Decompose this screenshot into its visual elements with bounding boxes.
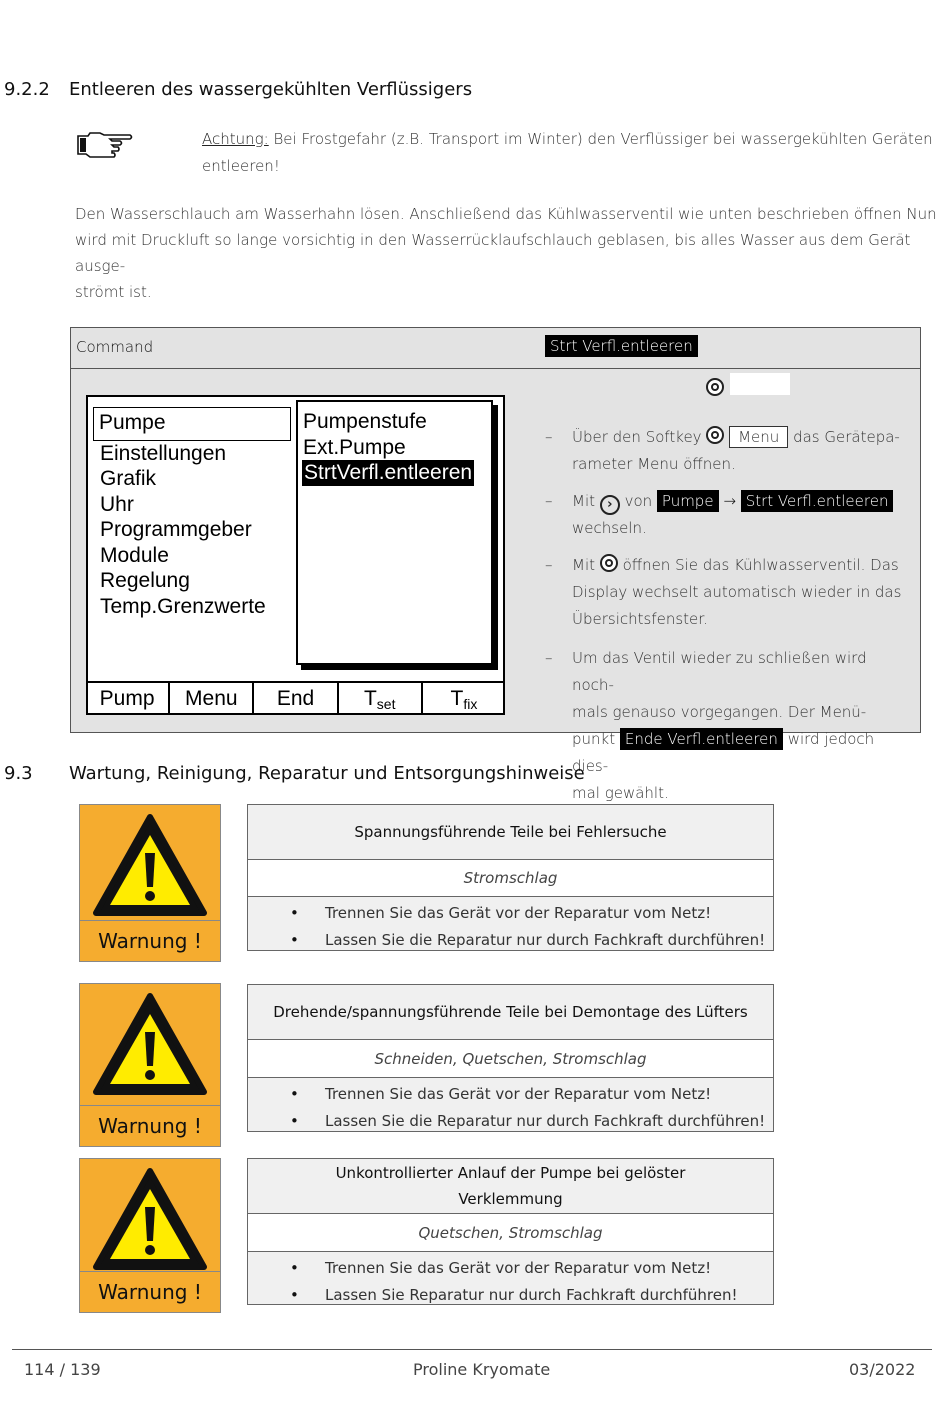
menu-item-grafik[interactable]: Grafik (100, 467, 157, 490)
measure-item: • Trennen Sie das Gerät vor der Reparatur vom Netz! (248, 1256, 773, 1283)
footer-divider (12, 1349, 932, 1350)
softkey-menu[interactable]: Menu (170, 683, 254, 715)
warning-sign-label: Warnung ! (80, 920, 220, 961)
menu-item-to: Strt Verfl.entleeren (741, 490, 894, 512)
para-line: strömt ist. (75, 283, 152, 301)
step-text: mals genauso vorgegangen. Der Menü- (572, 703, 867, 721)
softkey-tset[interactable] (339, 683, 423, 715)
step-dash: – (545, 428, 553, 446)
menu-item-from: Pumpe (657, 490, 719, 512)
warning-table (247, 984, 774, 1132)
menu-item-end: Ende Verfl.entleeren (620, 728, 783, 750)
note-text-line1: Bei Frostgefahr (z.B. Transport im Winter) den Verflüssiger bei wassergekühlten Geräten (273, 130, 933, 148)
step-text: Um das Ventil wieder zu schließen wird noch- (572, 649, 867, 694)
display-menu-list (100, 410, 266, 619)
step-text: wechseln. (572, 519, 647, 537)
para-line: wird mit Druckluft so lange vorsichtig in den Wasserrücklaufschlauch geblasen, bis alles Wasser aus dem Gerät ausge- (75, 231, 911, 275)
warning-measures (248, 897, 773, 950)
softkey-tfix[interactable] (423, 683, 505, 715)
pointing-hand-icon (76, 128, 134, 160)
menu-item-pumpe[interactable]: Pumpe (99, 411, 166, 434)
warning-title-line2: Verklemmung (458, 1190, 563, 1208)
softkey-blank-box (730, 373, 790, 395)
warning-sign (79, 804, 221, 962)
softkey-end[interactable]: End (254, 683, 338, 715)
command-label: Command (76, 338, 154, 356)
warning-title: Drehende/spannungsführende Teile bei Demontage des Lüfters (248, 985, 773, 1040)
submenu-item-strtverfl-entleeren[interactable]: StrtVerfl.entleeren (304, 461, 473, 484)
turn-knob-icon: › (600, 495, 620, 515)
step-3 (545, 552, 910, 633)
step-text: Display wechselt automatisch wieder in das (572, 583, 902, 601)
step-dash: – (545, 649, 553, 667)
softkey-bar (86, 681, 505, 715)
step-text: das Gerätepa- (793, 428, 900, 446)
knob-icon (600, 554, 618, 572)
section-number: 9.3 (4, 763, 33, 784)
softkey-tset-sub: set (376, 696, 396, 712)
measure-item: • Lassen Sie Reparatur nur durch Fachkraft durchführen! (248, 1283, 773, 1310)
warning-table (247, 1158, 774, 1305)
warning-title: Spannungsführende Teile bei Fehlersuche (248, 805, 773, 860)
warning-hazard: Quetschen, Stromschlag (248, 1214, 773, 1252)
warning-measures (248, 1078, 773, 1131)
measure-item: • Trennen Sie das Gerät vor der Reparatur vom Netz! (248, 1082, 773, 1109)
softkey-tset-main: T (363, 687, 377, 710)
warning-triangle-icon (92, 813, 208, 919)
menu-item-regelung[interactable]: Regelung (100, 569, 190, 592)
warning-sign (79, 1158, 221, 1313)
step-2 (545, 488, 910, 542)
section-title: Wartung, Reinigung, Reparatur und Entsorgungshinweise (69, 763, 585, 784)
step-dash: – (545, 492, 553, 510)
arrow-icon: → (723, 492, 736, 510)
menu-item-module[interactable]: Module (100, 543, 169, 567)
step-text: Mit (572, 492, 595, 510)
knob-icon (706, 378, 724, 396)
softkey-tfix-sub: fix (463, 696, 478, 712)
step-text: Mit (572, 556, 595, 574)
warning-sign (79, 983, 221, 1147)
menu-item-einstellungen[interactable]: Einstellungen (100, 441, 227, 465)
warning-triangle-icon (92, 992, 208, 1098)
softkey-pump[interactable]: Pump (86, 683, 170, 715)
warning-note (202, 126, 933, 180)
instruction-paragraph (75, 201, 950, 305)
note-text-line2: entleeren! (202, 157, 280, 175)
step-dash: – (545, 556, 553, 574)
measure-item: • Lassen Sie die Reparatur nur durch Fachkraft durchführen! (248, 928, 773, 955)
footer-page-number: 114 / 139 (24, 1360, 101, 1379)
softkey-tfix-main: T (450, 687, 464, 710)
submenu-item-ext-pumpe[interactable]: Ext.Pumpe (303, 435, 406, 459)
note-label: Achtung: (202, 130, 269, 148)
measure-item: • Trennen Sie das Gerät vor der Reparatur vom Netz! (248, 901, 773, 928)
command-panel-header (70, 327, 921, 369)
submenu-item-pumpenstufe[interactable]: Pumpenstufe (303, 410, 427, 433)
step-4 (545, 645, 910, 807)
warning-hazard: Schneiden, Quetschen, Stromschlag (248, 1040, 773, 1078)
warning-measures (248, 1252, 773, 1304)
step-1 (545, 424, 910, 478)
warning-title (248, 1159, 773, 1214)
measure-item: • Lassen Sie die Reparatur nur durch Fachkraft durchführen! (248, 1109, 773, 1136)
step-text: Übersichtsfenster. (572, 610, 708, 628)
section-number: 9.2.2 (4, 79, 50, 100)
command-value: Strt Verfl.entleeren (545, 335, 698, 357)
menu-softkey-label: Menu (729, 426, 788, 448)
knob-icon (706, 426, 724, 444)
footer-date: 03/2022 (849, 1360, 916, 1379)
warning-table (247, 804, 774, 951)
footer-product: Proline Kryomate (413, 1360, 551, 1379)
step-text: Über den Softkey (572, 428, 702, 446)
menu-item-uhr[interactable]: Uhr (100, 492, 134, 516)
step-text: von (624, 492, 653, 510)
step-text: öffnen Sie das Kühlwasserventil. Das (622, 556, 899, 574)
section-title: Entleeren des wassergekühlten Verflüssigers (69, 79, 473, 100)
menu-item-temp-grenzwerte[interactable]: Temp.Grenzwerte (100, 594, 266, 618)
warning-sign-label: Warnung ! (80, 1271, 220, 1312)
menu-item-programmgeber[interactable]: Programmgeber (100, 518, 252, 541)
step-text: wird jedoch dies- (572, 730, 875, 775)
step-text: rameter Menu öffnen. (572, 455, 736, 473)
submenu-list (303, 409, 474, 486)
warning-hazard: Stromschlag (248, 860, 773, 897)
step-text: mal gewählt. (572, 784, 669, 802)
warning-triangle-icon (92, 1167, 208, 1273)
warning-title-line1: Unkontrollierter Anlauf der Pumpe bei gelöster (335, 1164, 686, 1182)
instruction-steps (545, 373, 910, 802)
step-text: punkt (572, 730, 616, 748)
para-line: Den Wasserschlauch am Wasserhahn lösen. Anschließend das Kühlwasserventil wie unten beschrieben öffnen Nun (75, 205, 937, 223)
warning-sign-label: Warnung ! (80, 1105, 220, 1146)
